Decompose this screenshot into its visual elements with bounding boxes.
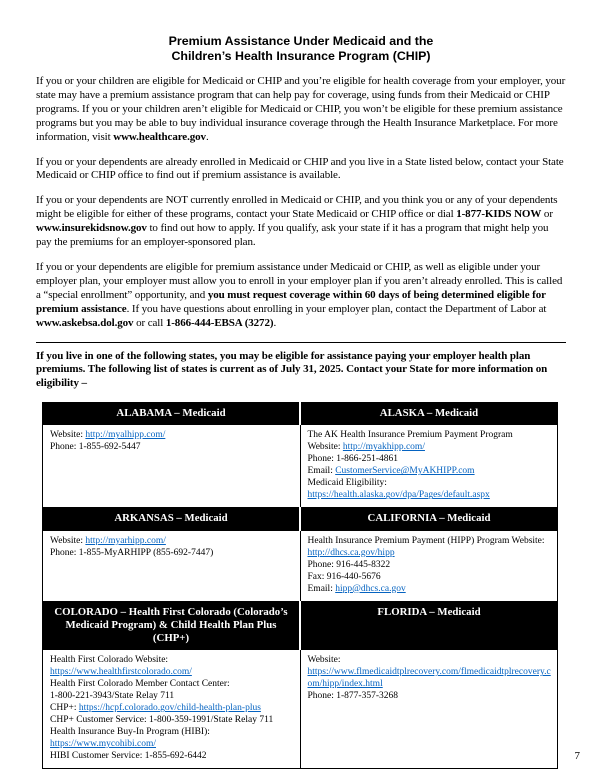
hyperlink[interactable]: https://health.alaska.gov/dpa/Pages/default.aspx <box>307 490 490 501</box>
cell-line <box>308 571 552 583</box>
state-header: CALIFORNIA – Medicaid <box>300 508 558 530</box>
state-cell-row <box>43 425 558 508</box>
text-run: or <box>541 208 553 221</box>
text-run: Health Insurance Buy-In Program (HIBI): <box>50 727 210 738</box>
text-run: Health First Colorado Member Contact Center: <box>50 679 230 690</box>
text-run: Phone: 1-866-251-4861 <box>307 454 399 465</box>
state-cell <box>43 425 301 508</box>
state-header: ALASKA – Medicaid <box>300 403 558 425</box>
cell-line <box>308 453 552 465</box>
paragraph <box>36 261 566 331</box>
text-run: Health First Colorado Website: <box>50 655 169 666</box>
hyperlink[interactable]: https://hcpf.colorado.gov/child-health-plan-plus <box>78 703 261 714</box>
text-run: you must request coverage within 60 days of being determined eligible for premium assistance <box>36 288 546 315</box>
state-cell <box>300 425 558 508</box>
cell-line <box>50 441 294 453</box>
text-run: Phone: 1-855-692-5447 <box>50 442 141 453</box>
cell-line <box>50 702 294 714</box>
state-cell <box>43 530 301 601</box>
text-run: or call <box>133 316 166 329</box>
text-run: Website: <box>307 442 343 453</box>
state-cell-row <box>43 650 558 769</box>
paragraph <box>36 350 566 392</box>
paragraph <box>36 156 566 184</box>
text-run: Phone: 916-445-8322 <box>307 559 391 570</box>
text-run: to find out how to apply. If you qualify, ask your state if it has a program that might help you pay the premiums for an employer-sponsored plan. <box>36 222 549 249</box>
hyperlink[interactable]: hipp@dhcs.ca.gov <box>335 583 406 594</box>
cell-line <box>50 690 294 702</box>
state-header-row <box>43 601 558 650</box>
text-run: . <box>273 316 277 329</box>
cell-line <box>308 654 552 666</box>
body-paragraphs <box>36 75 566 391</box>
text-run: Fax: 916-440-5676 <box>307 571 381 582</box>
paragraph <box>36 75 566 145</box>
text-run: If you or your dependents are eligible for premium assistance under Medicaid or CHIP, as well as eligible under your employer plan, your employer must allow you to enroll in your employer plan if you aren’t already enrolled. This is called a “special enrollment” opportunity, and <box>36 260 563 301</box>
cell-line <box>308 547 552 559</box>
document-title <box>36 34 566 64</box>
hyperlink[interactable]: https://www.flmedicaidtplrecovery.com/flmedicaidtplrecovery.com/hipp/index.html <box>307 667 551 690</box>
hyperlink[interactable]: https://www.mycohibi.com/ <box>50 739 156 750</box>
cell-line <box>50 535 294 547</box>
state-header-row <box>43 508 558 530</box>
state-header: COLORADO – Health First Colorado (Colorado’s Medicaid Program) & Child Health Plan Plus (CHP+) <box>43 601 301 650</box>
state-header: FLORIDA – Medicaid <box>300 601 558 650</box>
text-run: Phone: 1-855-MyARHIPP (855-692-7447) <box>50 547 214 558</box>
cell-line <box>50 666 294 678</box>
text-run: HIBI Customer Service: 1-855-692-6442 <box>50 751 207 762</box>
text-run: If you or your dependents are NOT currently enrolled in Medicaid or CHIP, and you think you or any of your dependents might be eligible for either of these programs, contact your State Medicaid or CHIP office or dial <box>36 194 558 221</box>
text-run: Health Insurance Premium Payment (HIPP) Program Website: <box>307 535 545 546</box>
hyperlink[interactable]: http://dhcs.ca.gov/hipp <box>307 547 395 558</box>
text-run: www.insurekidsnow.gov <box>36 222 147 235</box>
text-run: www.askebsa.dol.gov <box>36 316 134 329</box>
cell-line <box>50 714 294 726</box>
text-run: 1-866-444-EBSA (3272) <box>165 316 274 329</box>
divider-rule <box>36 342 566 343</box>
states-table <box>42 402 558 769</box>
cell-line <box>308 477 552 489</box>
hyperlink[interactable]: http://myalhipp.com/ <box>85 430 166 441</box>
hyperlink[interactable]: http://myakhipp.com/ <box>342 442 425 453</box>
text-run: If you or your dependents are already enrolled in Medicaid or CHIP and you live in a State listed below, contact your State Medicaid or CHIP office to find out if premium assistance is available. <box>36 155 564 182</box>
text-run: If you or your children are eligible for Medicaid or CHIP and you’re eligible for health coverage from your employer, your state may have a premium assistance program that can help pay for coverage, using funds from their Medicaid or CHIP programs. If you or your children aren’t eligible for Medicaid or CHIP, you won’t be eligible for these premium assistance programs but you may be able to buy individual insurance coverage through the Health Insurance Marketplace. For more information, visit <box>36 75 566 143</box>
cell-line <box>308 441 552 453</box>
cell-line <box>50 654 294 666</box>
cell-line <box>308 429 552 441</box>
title-line-1: Premium Assistance Under Medicaid and the <box>168 34 434 48</box>
text-run: Medicaid Eligibility: <box>307 478 387 489</box>
text-run: CHP+ Customer Service: 1-800-359-1991/State Relay 711 <box>50 715 274 726</box>
cell-line <box>308 465 552 477</box>
text-run: 1-800-221-3943/State Relay 711 <box>50 691 175 702</box>
text-run: CHP+: <box>50 703 79 714</box>
state-cell <box>43 650 301 769</box>
cell-line <box>50 678 294 690</box>
text-run: The AK Health Insurance Premium Payment Program <box>307 430 513 441</box>
text-run: . <box>205 130 209 143</box>
text-run: Phone: 1-877-357-3268 <box>307 691 399 702</box>
hyperlink[interactable]: https://www.healthfirstcolorado.com/ <box>50 667 192 678</box>
state-header-row <box>43 403 558 425</box>
text-run: 1-877-KIDS NOW <box>456 208 542 221</box>
text-run: Website: <box>50 535 86 546</box>
state-cell-row <box>43 530 558 601</box>
cell-line <box>50 547 294 559</box>
state-header: ARKANSAS – Medicaid <box>43 508 301 530</box>
state-cell <box>300 650 558 769</box>
title-line-2: Children’s Health Insurance Program (CHIP) <box>171 49 431 63</box>
cell-line <box>308 535 552 547</box>
text-run: Website: <box>307 655 341 666</box>
text-run: If you live in one of the following states, you may be eligible for assistance paying your employer health plan premiums. The following list of states is current as of July 31, 2025. Contact your State for more information on eligibility – <box>36 349 548 390</box>
state-cell <box>300 530 558 601</box>
hyperlink[interactable]: CustomerService@MyAKHIPP.com <box>335 466 475 477</box>
text-run: Email: <box>307 466 336 477</box>
page-number: 7 <box>574 750 580 762</box>
cell-line <box>50 726 294 738</box>
paragraph <box>36 194 566 250</box>
hyperlink[interactable]: http://myarhipp.com/ <box>85 535 166 546</box>
text-run: www.healthcare.gov <box>113 130 206 143</box>
cell-line <box>50 738 294 750</box>
cell-line <box>50 429 294 441</box>
cell-line <box>308 489 552 501</box>
text-run: Website: <box>50 430 86 441</box>
cell-line <box>308 583 552 595</box>
cell-line <box>308 666 552 690</box>
cell-line <box>308 690 552 702</box>
state-header: ALABAMA – Medicaid <box>43 403 301 425</box>
cell-line <box>50 750 294 762</box>
text-run: Email: <box>307 583 336 594</box>
text-run: . If you have questions about enrolling in your employer plan, contact the Department of Labor at <box>126 302 547 315</box>
cell-line <box>308 559 552 571</box>
